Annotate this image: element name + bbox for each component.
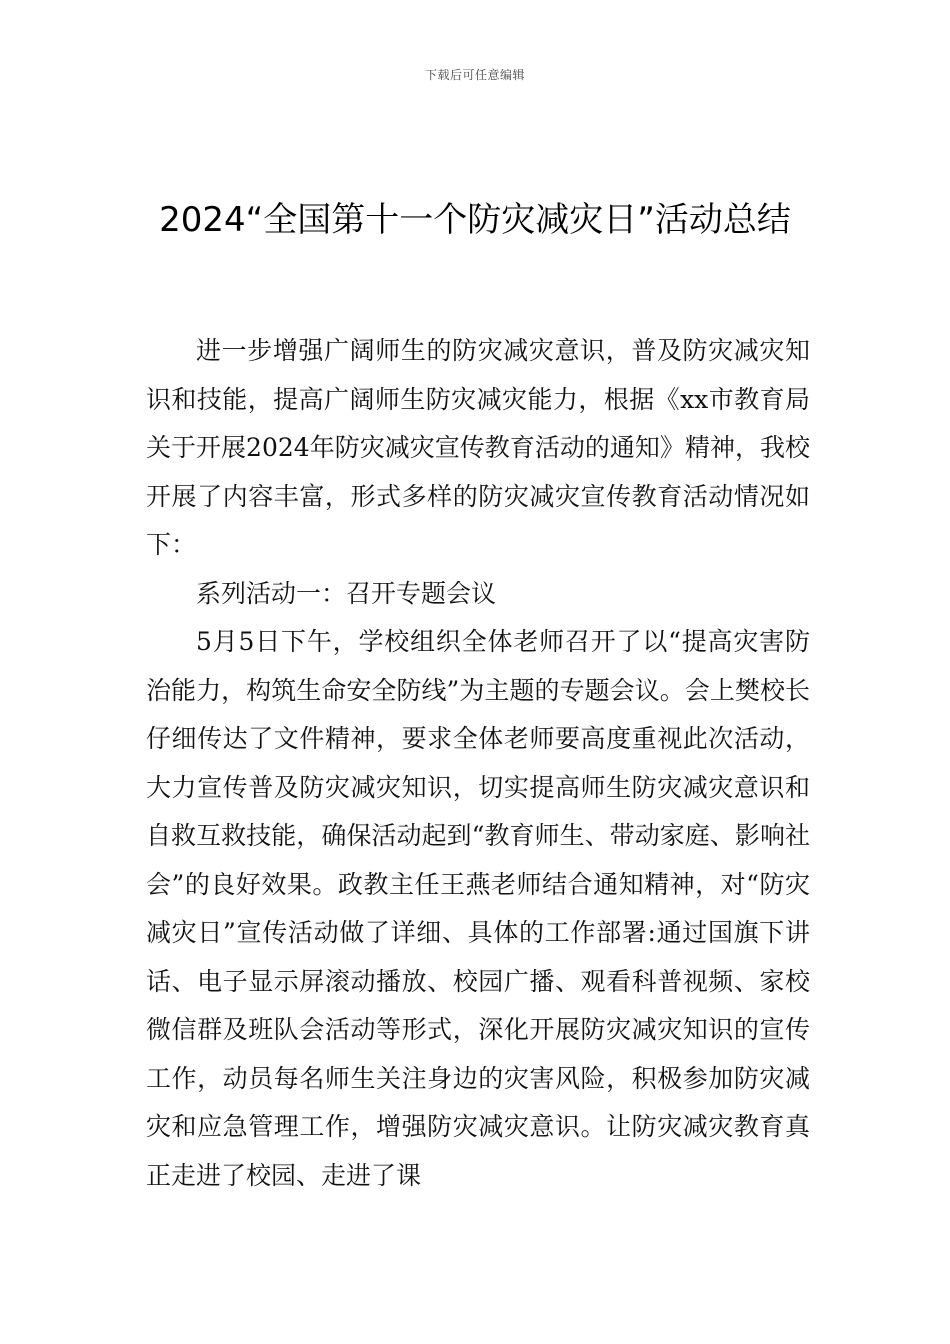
document-body <box>146 327 810 1200</box>
body-paragraph: 5月5日下午，学校组织全体老师召开了以“提高灾害防治能力，构筑生命安全防线”为主题的专题会议。会上樊校长仔细传达了文件精神，要求全体老师要高度重视此次活动，大力宣传普及防灾减灾知识，切实提高师生防灾减灾意识和自救互救技能，确保活动起到“教育师生、带动家庭、影响社会”的良好效果。政教主任王燕老师结合通知精神，对“防灾减灾日”宣传活动做了详细、具体的工作部署:通过国旗下讲话、电子显示屏滚动播放、校园广播、观看科普视频、家校微信群及班队会活动等形式，深化开展防灾减灾知识的宣传工作，动员每名师生关注身边的灾害风险，积极参加防灾减灾和应急管理工作，增强防灾减灾意识。让防灾减灾教育真正走进了校园、走进了课 <box>146 627 810 1190</box>
intro-paragraph: 进一步增强广阔师生的防灾减灾意识，普及防灾减灾知识和技能，提高广阔师生防灾减灾能力，根据《xx市教育局关于开展2024年防灾减灾宣传教育活动的通知》精神，我校开展了内容丰富，形式多样的防灾减灾宣传教育活动情况如下： <box>146 336 810 559</box>
section-heading: 系列活动一：召开专题会议 <box>196 578 497 608</box>
header-note: 下载后可任意编辑 <box>424 68 525 82</box>
document-title: 2024“全国第十一个防灾减灾日”活动总结 <box>159 199 791 240</box>
